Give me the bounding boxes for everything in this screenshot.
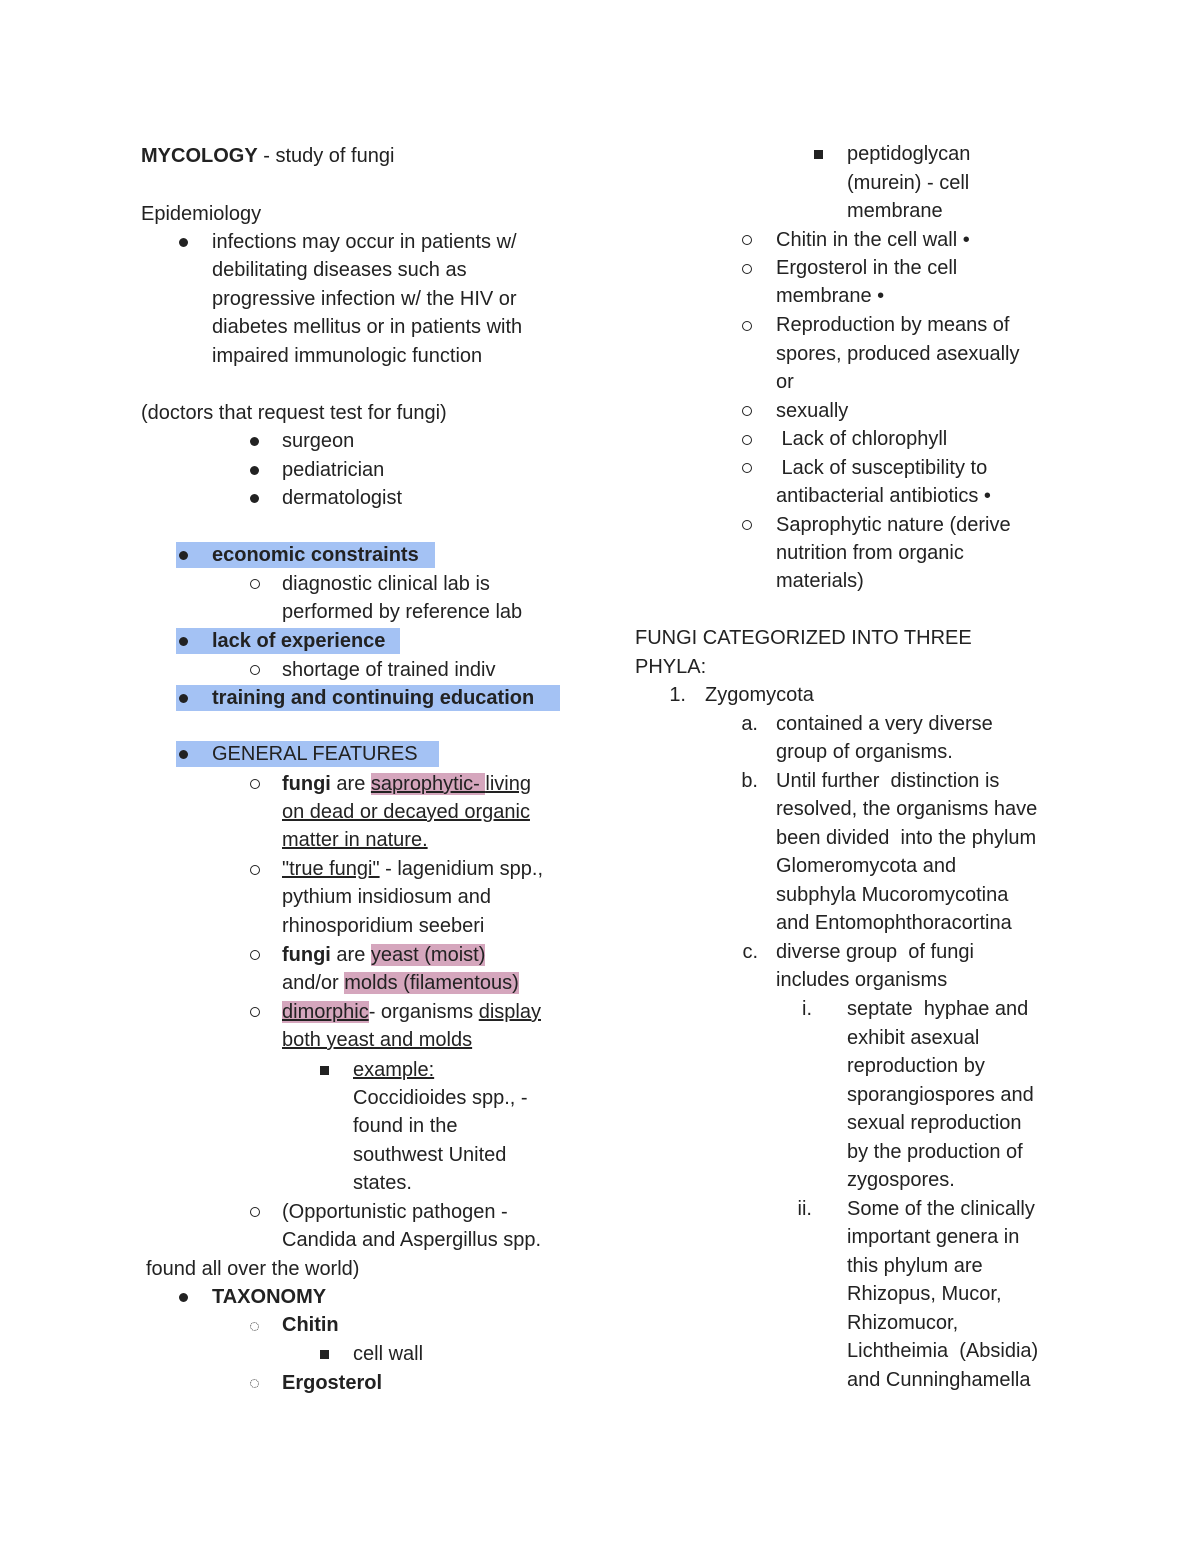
i-line: zygospores. xyxy=(847,1169,955,1191)
feature-line: Lack of chlorophyll xyxy=(776,428,948,450)
opp-line: (Opportunistic pathogen - xyxy=(282,1201,508,1223)
example-line: southwest United xyxy=(353,1144,507,1166)
chitin-label: Chitin xyxy=(282,1314,339,1336)
bullet-disc-icon xyxy=(250,437,259,446)
gf2-ul: "true fungi" xyxy=(282,858,380,880)
page-title xyxy=(141,142,394,170)
feature-line: Reproduction by means of xyxy=(776,314,1010,336)
gf4-mid: - organisms xyxy=(368,1001,479,1023)
feature-line: membrane • xyxy=(776,285,885,307)
bullet-disc-icon xyxy=(179,750,188,759)
ii-line: Some of the clinically xyxy=(847,1198,1035,1220)
gf3-line2 xyxy=(282,969,519,997)
bullet-disc-icon xyxy=(179,1293,188,1302)
epi-line: infections may occur in patients w/ xyxy=(212,231,517,253)
bullet-square-icon xyxy=(814,150,823,159)
bullet-circle-icon xyxy=(742,435,752,445)
bullet-square-icon xyxy=(320,1350,329,1359)
bullet-circle-icon xyxy=(742,520,752,530)
doctor-item: surgeon xyxy=(282,430,355,452)
i-line: sporangiospores and xyxy=(847,1084,1034,1106)
gf1-bold: fungi xyxy=(282,773,331,795)
b-line: Until further distinction is xyxy=(776,770,1000,792)
example-line: found in the xyxy=(353,1115,458,1137)
bullet-circle-icon xyxy=(742,406,752,416)
bullet-circle-icon xyxy=(250,1322,259,1331)
gf3-line1 xyxy=(282,941,485,969)
epi-line: diabetes mellitus or in patients with xyxy=(212,316,523,338)
bullet-circle-icon xyxy=(250,665,260,675)
ii-line: and Cunninghamella xyxy=(847,1369,1031,1391)
epi-line: impaired immunologic function xyxy=(212,345,483,367)
c-line: diverse group of fungi xyxy=(776,941,974,963)
feature-line: Saprophytic nature (derive xyxy=(776,514,1011,536)
list-roman: ii. xyxy=(797,1198,812,1220)
b-line: and Entomophthoracortina xyxy=(776,912,1012,934)
opp-line: Candida and Aspergillus spp. xyxy=(282,1229,542,1251)
gf4-ul1: display xyxy=(478,1001,541,1023)
epidemiology-heading: Epidemiology xyxy=(141,203,262,225)
example-line: states. xyxy=(353,1172,412,1194)
pepti-line: membrane xyxy=(847,200,943,222)
phylum-name: Zygomycota xyxy=(705,684,814,706)
gf1-line2: on dead or decayed organic xyxy=(282,801,530,823)
gf4-pink: dimorphic xyxy=(282,1001,369,1023)
b-line: resolved, the organisms have xyxy=(776,798,1038,820)
bullet-circle-icon xyxy=(250,950,260,960)
bullet-disc-icon xyxy=(179,694,188,703)
epi-line: progressive infection w/ the HIV or xyxy=(212,288,517,310)
i-line: by the production of xyxy=(847,1141,1023,1163)
gf2-line3: rhinosporidium seeberi xyxy=(282,915,485,937)
example-label: example: xyxy=(353,1059,435,1081)
bullet-disc-icon xyxy=(179,637,188,646)
feature-line: nutrition from organic xyxy=(776,542,964,564)
i-line: exhibit asexual xyxy=(847,1027,980,1049)
lack-of-experience: lack of experience xyxy=(212,630,386,652)
econ-constraints: economic constraints xyxy=(212,544,419,566)
i-line: septate hyphae and xyxy=(847,998,1029,1020)
pepti-line: (murein) - cell xyxy=(847,172,970,194)
bullet-disc-icon xyxy=(250,494,259,503)
list-number: 1. xyxy=(669,684,686,706)
bullet-disc-icon xyxy=(179,551,188,560)
gf4-line1 xyxy=(282,998,541,1026)
bullet-disc-icon xyxy=(179,238,188,247)
econ-sub: diagnostic clinical lab is xyxy=(282,573,490,595)
b-line: been divided into the phylum xyxy=(776,827,1037,849)
ii-line: Lichtheimia (Absidia) xyxy=(847,1340,1039,1362)
general-features: GENERAL FEATURES xyxy=(212,743,418,765)
title-bold: MYCOLOGY xyxy=(141,145,258,167)
bullet-circle-icon xyxy=(250,1007,260,1017)
bullet-circle-icon xyxy=(250,1379,259,1388)
found-all-line xyxy=(141,1255,359,1283)
gf1-pink: saprophytic- xyxy=(370,773,486,795)
a-line: contained a very diverse xyxy=(776,713,993,735)
feature-line: antibacterial antibiotics • xyxy=(776,485,991,507)
gf1-line3: matter in nature. xyxy=(282,829,428,851)
title-rest: - study of fungi xyxy=(257,145,395,167)
pepti-line: peptidoglycan xyxy=(847,143,971,165)
epi-line: debilitating diseases such as xyxy=(212,259,467,281)
bullet-circle-icon xyxy=(742,235,752,245)
b-line: Glomeromycota and xyxy=(776,855,957,877)
ergosterol-label: Ergosterol xyxy=(282,1372,383,1394)
bullet-disc-icon xyxy=(250,466,259,475)
doctor-item: pediatrician xyxy=(282,459,385,481)
bullet-square-icon xyxy=(320,1066,329,1075)
ii-line: this phylum are xyxy=(847,1255,983,1277)
taxonomy-heading: TAXONOMY xyxy=(212,1286,327,1308)
list-roman: i. xyxy=(802,998,812,1020)
doctor-item: dermatologist xyxy=(282,487,403,509)
gf1-ul1: living xyxy=(485,773,531,795)
phyla-heading: PHYLA: xyxy=(635,656,707,678)
feature-line: Chitin in the cell wall • xyxy=(776,229,970,251)
example-line: Coccidioides spp., - xyxy=(353,1087,528,1109)
ii-line: Rhizomucor, xyxy=(847,1312,959,1334)
bullet-circle-icon xyxy=(250,779,260,789)
feature-line: spores, produced asexually xyxy=(776,343,1020,365)
bullet-circle-icon xyxy=(250,579,260,589)
gf3-pink: yeast (moist) xyxy=(370,944,486,966)
econ-sub: performed by reference lab xyxy=(282,601,523,623)
bullet-circle-icon xyxy=(250,1207,260,1217)
feature-line: Lack of susceptibility to xyxy=(776,457,988,479)
lack-sub: shortage of trained indiv xyxy=(282,659,496,681)
bullet-circle-icon xyxy=(250,865,260,875)
a-line: group of organisms. xyxy=(776,741,953,763)
gf2-line2: pythium insidiosum and xyxy=(282,886,491,908)
feature-line: Ergosterol in the cell xyxy=(776,257,958,279)
doctors-heading: (doctors that request test for fungi) xyxy=(141,402,447,424)
ii-line: Rhizopus, Mucor, xyxy=(847,1283,1002,1305)
feature-line: materials) xyxy=(776,570,864,592)
gf1-line1 xyxy=(282,770,531,798)
c-line: includes organisms xyxy=(776,969,948,991)
gf4-line2: both yeast and molds xyxy=(282,1029,473,1051)
gf3-mid: are xyxy=(330,944,371,966)
cell-wall-label: cell wall xyxy=(353,1343,424,1365)
gf3-pink2: molds (filamentous) xyxy=(344,972,519,994)
gf2-rest: - lagenidium spp., xyxy=(379,858,544,880)
gf3-l2a: and/or xyxy=(282,972,345,994)
feature-line: or xyxy=(776,371,794,393)
i-line: reproduction by xyxy=(847,1055,985,1077)
gf3-bold: fungi xyxy=(282,944,331,966)
i-line: sexual reproduction xyxy=(847,1112,1022,1134)
ii-line: important genera in xyxy=(847,1226,1020,1248)
b-line: subphyla Mucoromycotina xyxy=(776,884,1009,906)
training-education: training and continuing education xyxy=(212,687,535,709)
feature-line: sexually xyxy=(776,400,849,422)
bullet-circle-icon xyxy=(742,321,752,331)
gf2-line1 xyxy=(282,855,543,883)
phyla-heading: FUNGI CATEGORIZED INTO THREE xyxy=(635,627,972,649)
list-letter: b. xyxy=(741,770,758,792)
found-all-text: found all over the world) xyxy=(146,1258,360,1280)
gf1-mid: are xyxy=(330,773,371,795)
list-letter: a. xyxy=(741,713,758,735)
list-letter: c. xyxy=(742,941,758,963)
bullet-circle-icon xyxy=(742,264,752,274)
bullet-circle-icon xyxy=(742,463,752,473)
